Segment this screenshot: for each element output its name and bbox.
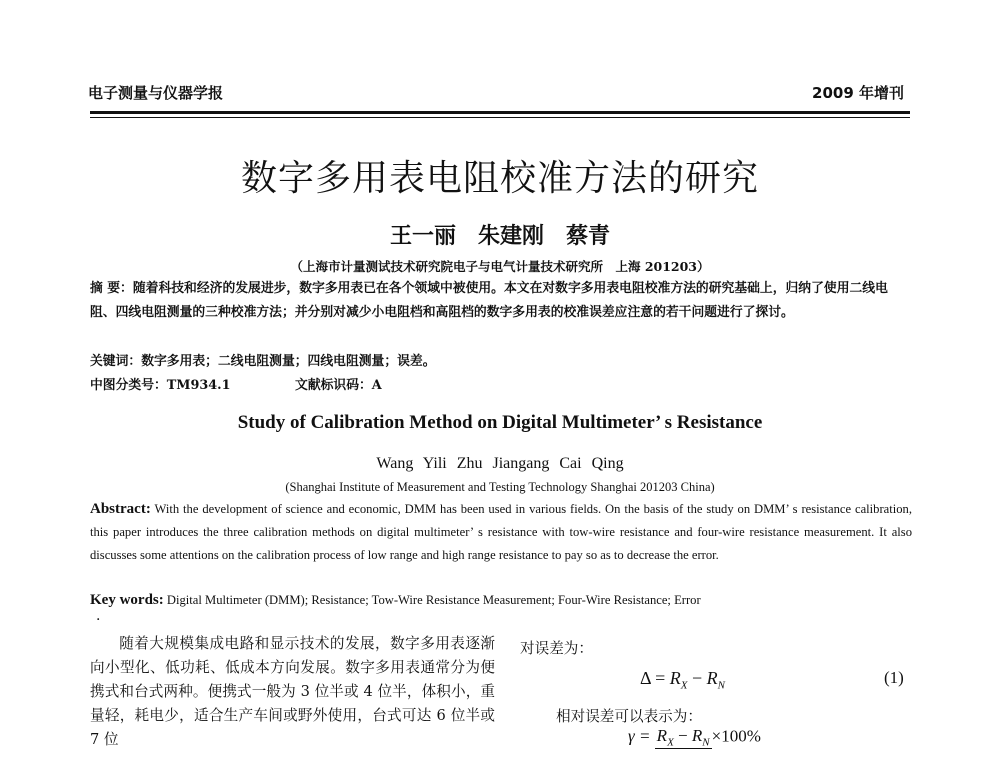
affiliation-en: (Shanghai Institute of Measurement and Testing Technology Shanghai 201203 China) xyxy=(285,480,715,494)
clc-value: TM934.1 xyxy=(166,378,231,393)
body-paragraph: 随着大规模集成电路和显示技术的发展，数字多用表逐渐向小型化、低功耗、低成本方向发展。数字多用表通常分为便携式和台式两种。便携式一般为 3 位半或 4 位半，体积小，重量轻，耗电少，适合生产车间或野外使用，台式可达 6 位半或 7 位 xyxy=(90,635,495,748)
issue-label: 2009 年增刊 xyxy=(812,84,904,102)
eq1-minus: − xyxy=(687,668,707,688)
eq2-numerator xyxy=(655,726,712,749)
eq2-minus: − xyxy=(673,726,692,745)
keywords-en-label: Key words: xyxy=(90,592,164,608)
header-rule-thick xyxy=(90,111,910,114)
eq2-fraction xyxy=(655,726,712,749)
eq2-lhs: γ = xyxy=(628,726,655,746)
body-right-intro: 对误差为： xyxy=(520,640,593,657)
paper-title-cn: 数字多用表电阻校准方法的研究 xyxy=(240,158,759,199)
abstract-en xyxy=(90,498,912,567)
header-rule-thin xyxy=(90,117,910,118)
abstract-cn-label: 摘 要： xyxy=(90,281,133,296)
body-right-relative: 相对误差可以表示为： xyxy=(556,708,702,725)
abstract-en-label: Abstract: xyxy=(90,501,151,517)
eq1-r1: R xyxy=(669,668,681,688)
eq2-sub-n: N xyxy=(702,736,710,749)
equation-2 xyxy=(628,726,761,749)
doc-code-value: A xyxy=(371,378,382,393)
authors-en: Wang Yili Zhu Jiangang Cai Qing xyxy=(376,455,624,472)
classification-line xyxy=(90,374,382,393)
keywords-cn-text: 数字多用表；二线电阻测量；四线电阻测量；误差。 xyxy=(141,354,436,369)
eq2-r1: R xyxy=(656,726,668,745)
equation-1 xyxy=(640,668,725,692)
doc-code-label: 文献标识码： xyxy=(295,378,372,393)
clc-label: 中图分类号： xyxy=(90,378,167,393)
eq1-lhs: Δ = xyxy=(640,668,670,688)
eq2-sub-x: X xyxy=(667,736,674,749)
abstract-en-text: With the development of science and economic, DMM has been used in various fields. On the basis of the study on DMM’ s resistance calibration, this paper introduces the three calibration methods on digital multimeter’ s resistance with tow-wire resistance and four-wire resistance measurement. It also discusses some attentions on the calibration process of low range and high range resistance to pay so as to decrease the error. xyxy=(90,502,912,562)
eq1-sub-x: X xyxy=(680,679,688,692)
stray-mark: · xyxy=(96,612,101,628)
eq1-r2: R xyxy=(706,668,718,688)
eq2-tail: ×100% xyxy=(711,726,761,746)
paper-title-en: Study of Calibration Method on Digital Multimeter’ s Resistance xyxy=(237,412,763,433)
eq1-sub-n: N xyxy=(717,679,725,692)
journal-name: 电子测量与仪器学报 xyxy=(88,84,224,102)
keywords-en-text: Digital Multimeter (DMM); Resistance; Tow-Wire Resistance Measurement; Four-Wire Resistance; Error xyxy=(163,593,701,607)
body-left-column xyxy=(90,632,495,752)
authors-cn: 王一丽 朱建刚 蔡青 xyxy=(389,223,610,249)
keywords-en xyxy=(90,592,701,609)
eq2-r2: R xyxy=(691,726,703,745)
abstract-cn xyxy=(90,277,912,325)
keywords-cn-label: 关键词： xyxy=(90,354,142,369)
abstract-cn-text: 随着科技和经济的发展进步，数字多用表已在各个领域中被使用。本文在对数字多用表电阻校准方法的研究基础上，归纳了使用二线电阻、四线电阻测量的三种校准方法；并分别对减少小电阻档和高阻档的数字多用表的校准误差应注意的若干问题进行了探讨。 xyxy=(90,281,888,320)
affiliation-cn: （上海市计量测试技术研究院电子与电气计量技术研究所 上海 201203） xyxy=(290,259,710,274)
equation-1-number: (1) xyxy=(884,668,904,687)
keywords-cn xyxy=(90,350,436,369)
